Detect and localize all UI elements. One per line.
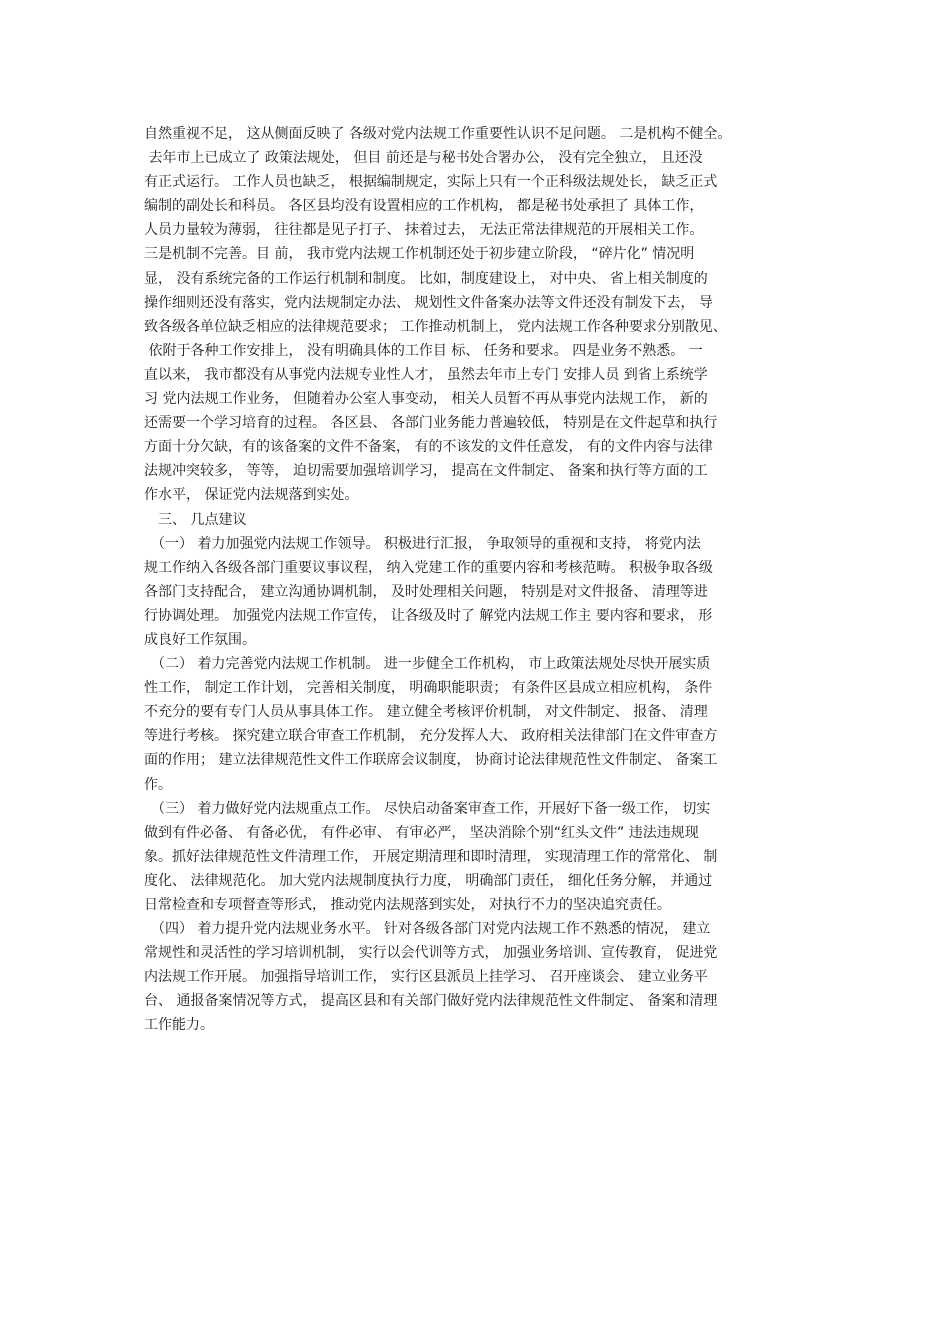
paragraph-problems (144, 122, 816, 508)
text-line: 行协调处理。 加强党内法规工作宣传， 让各级及时了 解党内法规工作主 要内容和要求， 形 (144, 607, 713, 624)
text-line: （二） 着力完善党内法规工作机制。 进一步健全工作机构， 市上政策法规处尽快开展实质 (144, 656, 711, 673)
text-line: 作。 (144, 776, 172, 793)
text-line: 性工作， 制定工作计划， 完善相关制度， 明确职能职责； 有条件区县成立相应机构， 条件 (144, 680, 713, 697)
text-line: 台、 通报备案情况等方式， 提高区县和有关部门做好党内法律规范性文件制定、 备案和清理 (144, 993, 718, 1010)
text-line: 象。抓好法律规范性文件清理工作， 开展定期清理和即时清理， 实现清理工作的常常化、 制 (144, 848, 718, 865)
text-line: 显， 没有系统完备的工作运行机制和制度。 比如，制度建设上， 对中央、 省上相关制度的 (144, 270, 708, 287)
text-line: 常规性和灵活性的学习培训机制， 实行以会代训等方式， 加强业务培训、宣传教育， 促进党 (144, 945, 718, 962)
document-body (144, 122, 816, 1038)
text-line: 不充分的要有专门人员从事具体工作。 建立健全考核评价机制， 对文件制定、 报备、 清理 (144, 704, 708, 721)
text-line: 习 党内法规工作业务， 但随着办公室人事变动， 相关人员暂不再从事党内法规工作， 新的 (144, 391, 708, 408)
text-line: 依附于各种工作安排上， 没有明确具体的工作目 标、 任务和要求。 四是业务不熟悉。 一 (144, 342, 703, 359)
text-line: （一） 着力加强党内法规工作领导。 积极进行汇报， 争取领导的重视和支持， 将党内法 (144, 535, 701, 552)
text-line: 日常检查和专项督查等形式， 推动党内法规落到实处， 对执行不力的坚决追究责任。 (144, 897, 671, 913)
text-line: 规工作纳入各级各部门重要议事议程， 纳入党建工作的重要内容和考核范畴。 积极争取各级 (144, 559, 713, 576)
text-line: 有正式运行。 工作人员也缺乏， 根据编制规定，实际上只有一个正科级法规处长， 缺乏正式 (144, 174, 718, 191)
text-line: 内法规工作开展。 加强指导培训工作， 实行区县派员上挂学习、 召开座谈会、 建立业务平 (144, 969, 708, 986)
text-line: 作水平， 保证党内法规落到实处。 (144, 487, 359, 504)
text-line: 法规冲突较多， 等等， 迫切需要加强培训学习， 提高在文件制定、 备案和执行等方面的工 (144, 463, 708, 480)
text-line: 三是机制不完善。目 前， 我市党内法规工作机制还处于初步建立阶段， “碎片化” 情况明 (144, 246, 695, 263)
text-line: 直以来， 我市都没有从事党内法规专业性人才， 虽然去年市上专门 安排人员 到省上系统学 (144, 366, 708, 383)
text-line: （三） 着力做好党内法规重点工作。 尽快启动备案审查工作，开展好下备一级工作， 切实 (144, 800, 711, 817)
text-line: 做到有件必备、 有备必优， 有件必审、 有审必严， 坚决消除个别“红头文件” 违法违规现 (144, 824, 699, 841)
text-line: 自然重视不足， 这从侧面反映了 各级对党内法规工作重要性认识不足问题。 二是机构不健全。 (144, 126, 732, 142)
text-line: 编制的副处长和科员。 各区县均没有设置相应的工作机构， 都是秘书处承担了 具体工作， (144, 198, 704, 215)
text-line: 去年市上已成立了 政策法规处， 但目 前还是与秘书处合署办公， 没有完全独立， 且还没 (144, 150, 703, 167)
text-line: 面的作用； 建立法律规范性文件工作联席会议制度， 协商讨论法律规范性文件制定、 备案工 (144, 752, 718, 769)
text-line: 成良好工作氛围。 (144, 631, 256, 648)
text-line: 工作能力。 (144, 1017, 214, 1034)
text-line: 各部门支持配合， 建立沟通协调机制， 及时处理相关问题， 特别是对文件报备、 清理等进 (144, 583, 708, 600)
text-line: 方面十分欠缺，有的该备案的文件不备案， 有的不该发的文件任意发， 有的文件内容与法律 (144, 439, 713, 456)
text-line: 操作细则还没有落实，党内法规制定办法、 规划性文件备案办法等文件还没有制发下去， 导 (144, 294, 713, 311)
text-line: 人员力量较为薄弱， 往往都是见子打子、 抹着过去， 无法正常法律规范的开展相关工作。 (144, 222, 704, 239)
paragraph-suggestion-1 (144, 532, 816, 652)
paragraph-suggestion-3 (144, 797, 816, 917)
paragraph-suggestion-4 (144, 917, 816, 1037)
section-heading: 三、 几点建议 (144, 511, 247, 528)
text-line: 度化、 法律规范化。 加大党内法规制度执行力度， 明确部门责任， 细化任务分解， 并通过 (144, 872, 713, 889)
section-heading-suggestions (144, 508, 816, 532)
text-line: 还需要一个学习培育的过程。 各区县、 各部门业务能力普遍较低， 特别是在文件起草和执行 (144, 415, 718, 432)
text-line: 等进行考核。 探究建立联合审查工作机制， 充分发挥人大、 政府相关法律部门在文件审查方 (144, 728, 718, 745)
text-line: 致各级各单位缺乏相应的法律规范要求； 工作推动机制上， 党内法规工作各种要求分别散见、 (144, 318, 727, 335)
text-line: （四） 着力提升党内法规业务水平。 针对各级各部门对党内法规工作不熟悉的情况， 建立 (144, 921, 711, 938)
paragraph-suggestion-2 (144, 652, 816, 797)
